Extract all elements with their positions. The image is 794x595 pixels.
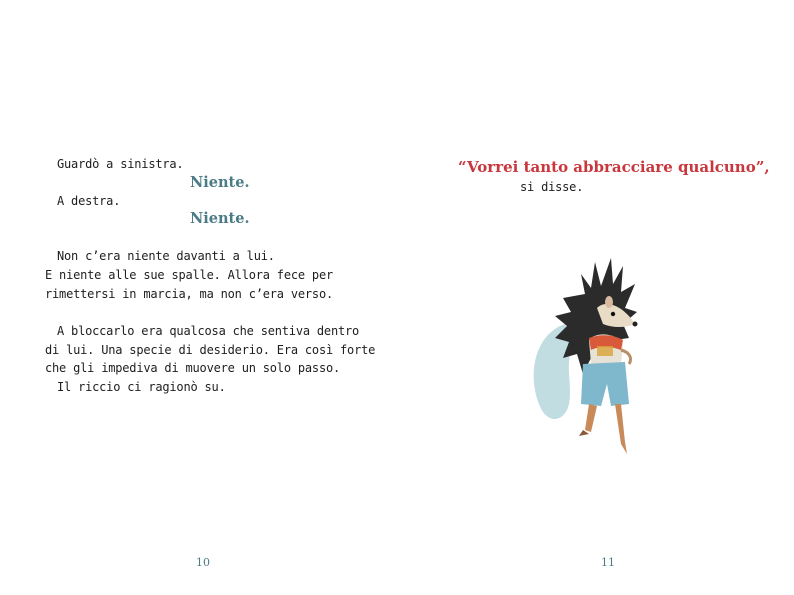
text-line: Il riccio ci ragionò su. xyxy=(57,380,226,394)
quote-heading: “Vorrei tanto abbracciare qualcuno”, xyxy=(458,158,770,176)
text-line: che gli impediva di muovere un solo passo. xyxy=(45,361,341,375)
emphasis-niente: Niente. xyxy=(190,210,250,227)
page-number: 10 xyxy=(196,556,210,569)
hedgehog-illustration xyxy=(525,254,655,464)
text-line: rimettersi in marcia, ma non c’era verso. xyxy=(45,287,334,301)
text-line: Non c’era niente davanti a lui. xyxy=(57,249,275,263)
text-line: Guardò a sinistra. xyxy=(57,157,184,171)
attribution-text: si disse. xyxy=(520,180,584,194)
text-line: A bloccarlo era qualcosa che sentiva dentro xyxy=(57,324,360,338)
text-line: A destra. xyxy=(57,194,121,208)
emphasis-niente: Niente. xyxy=(190,174,250,191)
page-number: 11 xyxy=(601,556,615,569)
text-line: E niente alle sue spalle. Allora fece per xyxy=(45,268,334,282)
text-line: di lui. Una specie di desiderio. Era così forte xyxy=(45,343,376,357)
right-page xyxy=(397,0,794,595)
